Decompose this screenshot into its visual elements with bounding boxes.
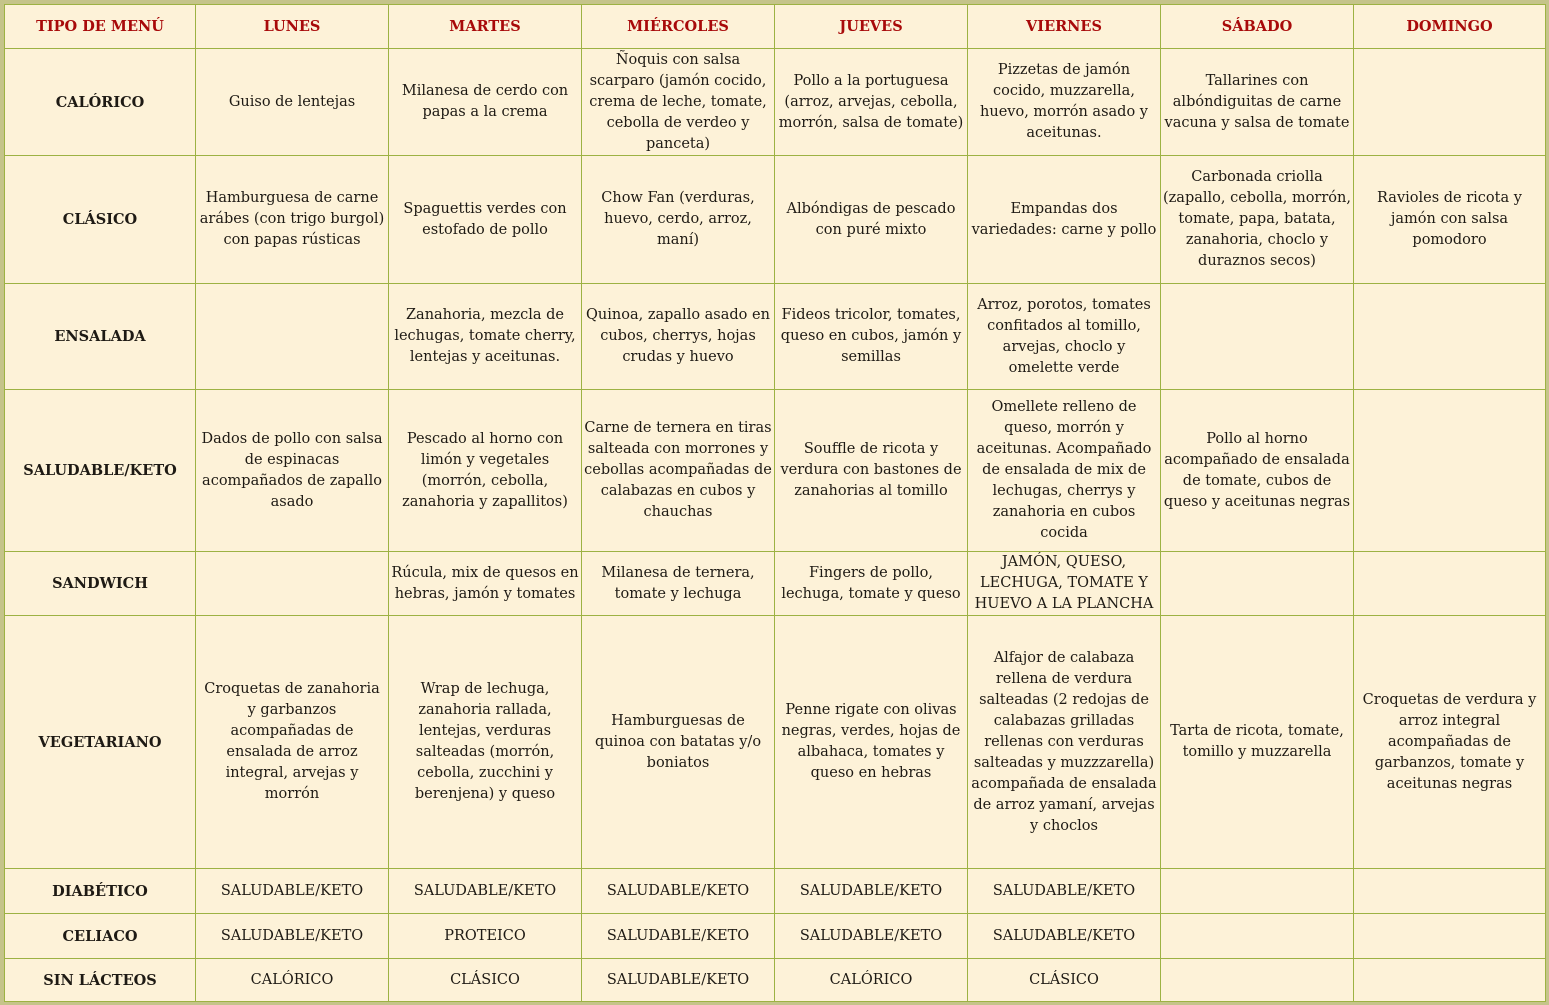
menu-cell: Ñoquis con salsa scarparo (jamón cocido, crema de leche, tomate, cebolla de verdeo y panceta) bbox=[582, 49, 775, 156]
menu-cell: SALUDABLE/KETO bbox=[389, 869, 582, 914]
menu-cell bbox=[1354, 914, 1546, 959]
menu-cell: Pizzetas de jamón cocido, muzzarella, huevo, morrón asado y aceitunas. bbox=[968, 49, 1161, 156]
table-row bbox=[5, 959, 1546, 1002]
menu-cell: Pescado al horno con limón y vegetales (morrón, cebolla, zanahoria y zapallitos) bbox=[389, 390, 582, 552]
row-type-label: CALÓRICO bbox=[5, 49, 196, 156]
table-row bbox=[5, 914, 1546, 959]
menu-cell: Carne de ternera en tiras salteada con morrones y cebollas acompañadas de calabazas en cubos y chauchas bbox=[582, 390, 775, 552]
menu-cell: SALUDABLE/KETO bbox=[775, 914, 968, 959]
menu-cell bbox=[1354, 284, 1546, 390]
header-day-lunes: LUNES bbox=[196, 5, 389, 49]
menu-cell: Fideos tricolor, tomates, queso en cubos, jamón y semillas bbox=[775, 284, 968, 390]
header-day-viernes: VIERNES bbox=[968, 5, 1161, 49]
table-row bbox=[5, 156, 1546, 284]
table-row bbox=[5, 284, 1546, 390]
header-row bbox=[5, 5, 1546, 49]
row-type-label: SANDWICH bbox=[5, 552, 196, 616]
menu-cell: Milanesa de cerdo con papas a la crema bbox=[389, 49, 582, 156]
menu-cell: Milanesa de ternera, tomate y lechuga bbox=[582, 552, 775, 616]
menu-sheet bbox=[4, 4, 1545, 1001]
menu-cell: CALÓRICO bbox=[775, 959, 968, 1002]
table-row bbox=[5, 390, 1546, 552]
menu-cell bbox=[196, 552, 389, 616]
header-day-sabado: SÁBADO bbox=[1161, 5, 1354, 49]
table-row bbox=[5, 49, 1546, 156]
menu-cell: Quinoa, zapallo asado en cubos, cherrys, hojas crudas y huevo bbox=[582, 284, 775, 390]
menu-cell: CALÓRICO bbox=[196, 959, 389, 1002]
header-day-jueves: JUEVES bbox=[775, 5, 968, 49]
row-type-label: SIN LÁCTEOS bbox=[5, 959, 196, 1002]
header-day-miercoles: MIÉRCOLES bbox=[582, 5, 775, 49]
menu-cell bbox=[1161, 869, 1354, 914]
menu-cell: Zanahoria, mezcla de lechugas, tomate cherry, lentejas y aceitunas. bbox=[389, 284, 582, 390]
menu-cell: PROTEICO bbox=[389, 914, 582, 959]
header-day-martes: MARTES bbox=[389, 5, 582, 49]
table-row bbox=[5, 869, 1546, 914]
menu-cell: Hamburguesa de carne arábes (con trigo burgol) con papas rústicas bbox=[196, 156, 389, 284]
row-type-label: CELIACO bbox=[5, 914, 196, 959]
row-type-label: CLÁSICO bbox=[5, 156, 196, 284]
menu-cell: Albóndigas de pescado con puré mixto bbox=[775, 156, 968, 284]
table-row bbox=[5, 616, 1546, 869]
header-corner: TIPO DE MENÚ bbox=[5, 5, 196, 49]
menu-cell: Pollo a la portuguesa (arroz, arvejas, cebolla, morrón, salsa de tomate) bbox=[775, 49, 968, 156]
menu-cell: Spaguettis verdes con estofado de pollo bbox=[389, 156, 582, 284]
menu-cell: Rúcula, mix de quesos en hebras, jamón y tomates bbox=[389, 552, 582, 616]
menu-cell: Empandas dos variedades: carne y pollo bbox=[968, 156, 1161, 284]
menu-cell: Dados de pollo con salsa de espinacas acompañados de zapallo asado bbox=[196, 390, 389, 552]
menu-cell: Arroz, porotos, tomates confitados al tomillo, arvejas, choclo y omelette verde bbox=[968, 284, 1161, 390]
menu-cell bbox=[1354, 959, 1546, 1002]
menu-cell: Alfajor de calabaza rellena de verdura salteadas (2 redojas de calabazas grilladas rellenas con verduras salteadas y muzzzarella) acompañada de ensalada de arroz yamaní, arvejas y choclos bbox=[968, 616, 1161, 869]
menu-cell: SALUDABLE/KETO bbox=[582, 959, 775, 1002]
menu-cell: SALUDABLE/KETO bbox=[775, 869, 968, 914]
row-type-label: DIABÉTICO bbox=[5, 869, 196, 914]
menu-cell: SALUDABLE/KETO bbox=[196, 914, 389, 959]
menu-cell: Omellete relleno de queso, morrón y aceitunas. Acompañado de ensalada de mix de lechugas, cherrys y zanahoria en cubos cocida bbox=[968, 390, 1161, 552]
weekly-menu-table bbox=[4, 4, 1546, 1002]
menu-cell bbox=[1161, 552, 1354, 616]
header-day-domingo: DOMINGO bbox=[1354, 5, 1546, 49]
menu-cell: CLÁSICO bbox=[968, 959, 1161, 1002]
menu-cell: CLÁSICO bbox=[389, 959, 582, 1002]
menu-cell: Chow Fan (verduras, huevo, cerdo, arroz, maní) bbox=[582, 156, 775, 284]
menu-cell bbox=[1161, 284, 1354, 390]
menu-cell bbox=[1354, 869, 1546, 914]
menu-cell: Pollo al horno acompañado de ensalada de tomate, cubos de queso y aceitunas negras bbox=[1161, 390, 1354, 552]
menu-cell bbox=[196, 284, 389, 390]
row-type-label: ENSALADA bbox=[5, 284, 196, 390]
menu-cell bbox=[1354, 49, 1546, 156]
menu-cell: SALUDABLE/KETO bbox=[968, 869, 1161, 914]
menu-cell bbox=[1161, 914, 1354, 959]
menu-cell: Guiso de lentejas bbox=[196, 49, 389, 156]
menu-cell: Carbonada criolla (zapallo, cebolla, morrón, tomate, papa, batata, zanahoria, choclo y duraznos secos) bbox=[1161, 156, 1354, 284]
menu-cell: SALUDABLE/KETO bbox=[196, 869, 389, 914]
menu-cell: Hamburguesas de quinoa con batatas y/o boniatos bbox=[582, 616, 775, 869]
menu-cell: SALUDABLE/KETO bbox=[582, 869, 775, 914]
menu-cell: Croquetas de verdura y arroz integral acompañadas de garbanzos, tomate y aceitunas negras bbox=[1354, 616, 1546, 869]
menu-cell: Tarta de ricota, tomate, tomillo y muzzarella bbox=[1161, 616, 1354, 869]
table-row bbox=[5, 552, 1546, 616]
menu-cell: Croquetas de zanahoria y garbanzos acompañadas de ensalada de arroz integral, arvejas y morrón bbox=[196, 616, 389, 869]
menu-cell: SALUDABLE/KETO bbox=[582, 914, 775, 959]
menu-cell: Penne rigate con olivas negras, verdes, hojas de albahaca, tomates y queso en hebras bbox=[775, 616, 968, 869]
menu-cell: SALUDABLE/KETO bbox=[968, 914, 1161, 959]
menu-cell bbox=[1354, 552, 1546, 616]
menu-cell bbox=[1161, 959, 1354, 1002]
menu-cell: Tallarines con albóndiguitas de carne vacuna y salsa de tomate bbox=[1161, 49, 1354, 156]
menu-cell: Wrap de lechuga, zanahoria rallada, lentejas, verduras salteadas (morrón, cebolla, zucchini y berenjena) y queso bbox=[389, 616, 582, 869]
menu-cell bbox=[1354, 390, 1546, 552]
menu-cell: Souffle de ricota y verdura con bastones de zanahorias al tomillo bbox=[775, 390, 968, 552]
menu-cell: Fingers de pollo, lechuga, tomate y queso bbox=[775, 552, 968, 616]
menu-cell: JAMÓN, QUESO, LECHUGA, TOMATE Y HUEVO A LA PLANCHA bbox=[968, 552, 1161, 616]
menu-cell: Ravioles de ricota y jamón con salsa pomodoro bbox=[1354, 156, 1546, 284]
row-type-label: SALUDABLE/KETO bbox=[5, 390, 196, 552]
row-type-label: VEGETARIANO bbox=[5, 616, 196, 869]
